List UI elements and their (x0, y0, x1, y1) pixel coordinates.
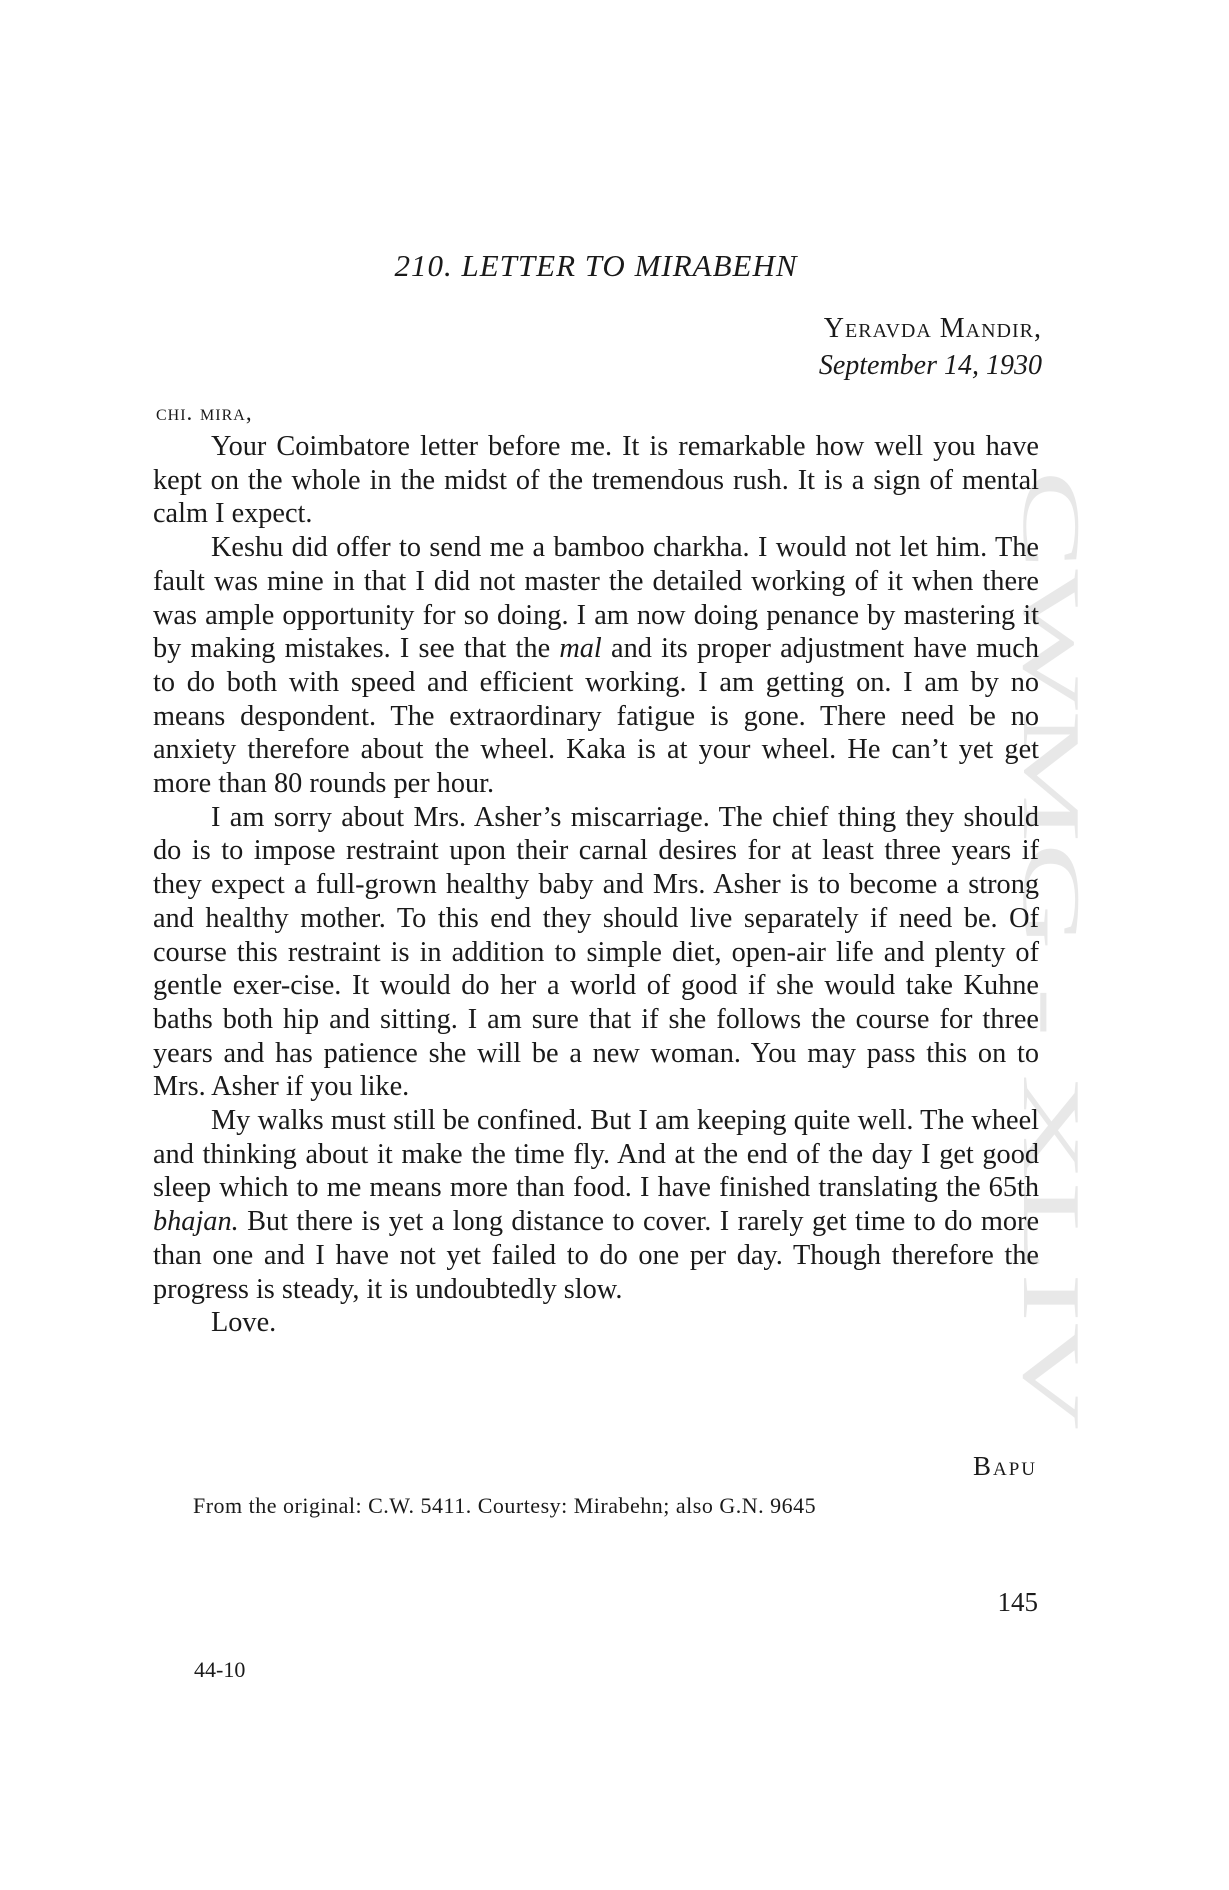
sheet-code: 44-10 (194, 1657, 246, 1682)
italic-term: bhajan. (153, 1206, 239, 1238)
source-note: From the original: C.W. 5411. Courtesy: Mirabehn; also G.N. 9645 (193, 1493, 817, 1518)
paragraph-text: Your Coimbatore letter before me. It is remarkable how well you have kept on the whole in the midst of the tremendous rush. It is a sign of mental calm I expect. (153, 431, 1039, 530)
place: Yeravda Mandir, (823, 313, 1042, 344)
paragraph (153, 430, 1039, 531)
signature: Bapu (972, 1451, 1037, 1481)
page-number: 145 (997, 1587, 1038, 1617)
salutation: chi. mira, (156, 400, 253, 425)
paragraph-text: I am sorry about Mrs. Asher’s miscarriage. The chief thing they should do is to impose restraint upon their carnal desires for at least three years if they expect a full-grown healthy baby and Mrs. Asher is to become a strong and healthy mother. To this end they should live separately if need be. Of course this restraint is in addition to simple diet, open-air life and plenty of gentle exer-cise. It would do her a world of good if she would take Kuhne baths both hip and sitting. I am sure that if she follows the course for three years and has patience she will be a new woman. You may pass this on to Mrs. Asher if you like. (153, 801, 1039, 1103)
date: September 14, 1930 (818, 350, 1042, 381)
paragraph-text: and its proper adjustment have much to do both with speed and efficient working. I am getting on. I am by no means despondent. The extraordinary fatigue is gone. There need be no anxiety therefore about the wheel. Kaka is at your wheel. He can’t yet get more than 80 rounds per hour. (153, 633, 1039, 800)
paragraph (153, 1306, 1039, 1340)
letter-heading: 210. LETTER TO MIRABEHN (394, 248, 798, 283)
paragraph-text: But there is yet a long distance to cover. I rarely get time to do more than one and I have not yet failed to do one per day. Though therefore the progress is steady, it is undoubtedly slow. (153, 1206, 1039, 1305)
paragraph-text: Love. (211, 1307, 277, 1339)
italic-term: mal (559, 633, 602, 665)
paragraph (153, 1104, 1039, 1306)
watermark-text: CWMG - XLIV (1006, 470, 1097, 999)
paragraph-text: Keshu did offer to send me a bamboo charkha. I would not let him. The fault was mine in that I did not master the detailed working of it when there was ample opportunity for so doing. I am now doing penance by mastering it by making mistakes. I see that the (153, 532, 1039, 665)
paragraph-text: My walks must still be confined. But I am keeping quite well. The wheel and thinking about it make the time fly. And at the end of the day I get good sleep which to me means more than food. I have finished translating the 65th (153, 1105, 1039, 1204)
place-and-date (819, 310, 1042, 384)
paragraph (153, 801, 1039, 1104)
paragraph (153, 531, 1039, 801)
letter-body (153, 430, 1039, 1340)
